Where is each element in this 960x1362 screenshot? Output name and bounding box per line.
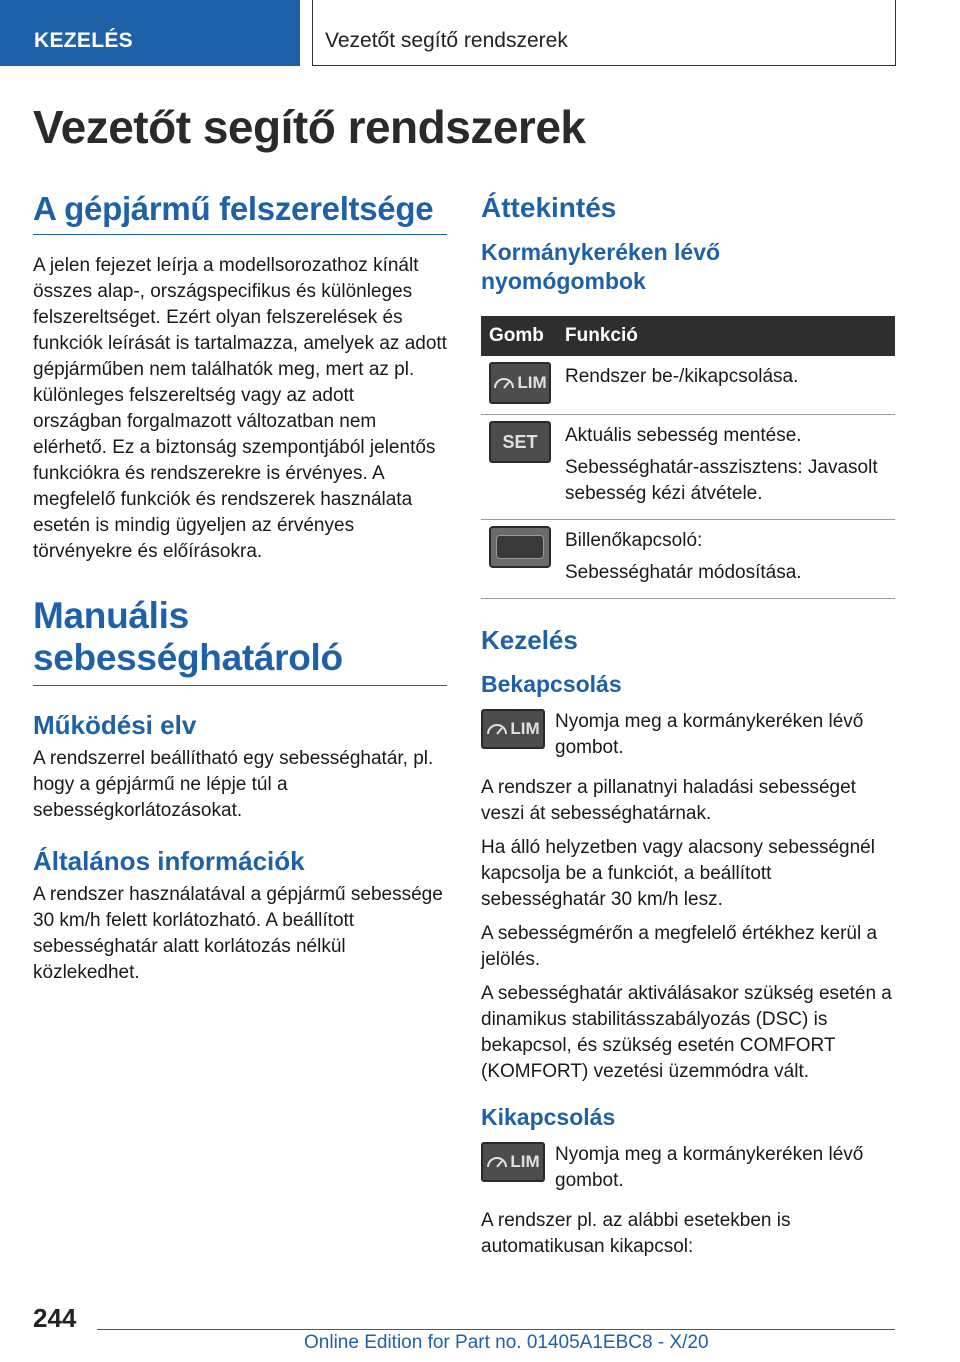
on-button-text: Nyomja meg a kormánykeréken lévő gombot. <box>555 711 864 758</box>
principle-text: A rendszerrel beállítható egy sebességhatár, pl. hogy a gépjármű ne lépje túl a sebességkorlátozásokat. <box>33 748 434 821</box>
chapter-title: Vezetőt segítő rendszerek <box>312 0 896 66</box>
operation-heading: Kezelés <box>481 625 578 655</box>
on-heading: Bekapcsolás <box>481 671 622 697</box>
page-title: Vezetőt segítő rendszerek <box>33 101 586 153</box>
off-paragraph: A rendszer pl. az alábbi esetekben is automatikusan kikapcsol: <box>481 1210 791 1257</box>
on-paragraph: A sebességmérőn a megfelelő értékhez kerül a jelölés. <box>481 923 878 970</box>
right-column <box>481 192 895 1268</box>
col-function-header: Funkció <box>557 316 895 356</box>
off-heading: Kikapcsolás <box>481 1104 616 1130</box>
table-row <box>481 356 895 415</box>
function-text: Aktuális sebesség mentése. <box>565 425 802 446</box>
overview-heading: Áttekintés <box>481 192 617 223</box>
on-paragraph: Ha álló helyzetben vagy alacsony sebességnél kapcsolja be a funkciót, a beállított sebességhatár 30 km/h lesz. <box>481 837 875 910</box>
lim-button-icon: LIM <box>481 709 545 749</box>
on-paragraph: A sebességhatár aktiválásakor szükség esetén a dinamikus stabilitásszabályozás (DSC) is bekapcsol, és szükség esetén COMFORT (KOMFORT) vezetési üzemmódra vált. <box>481 983 892 1082</box>
on-instruction <box>481 709 895 761</box>
lim-button-icon: LIM <box>481 1142 545 1182</box>
principle-heading: Működési elv <box>33 710 197 740</box>
function-text: Billenőkapcsoló: <box>565 530 703 551</box>
speed-gauge-icon <box>486 720 508 738</box>
equipment-heading: A gépjármű felszereltsége <box>33 190 447 235</box>
set-button-icon: SET <box>489 421 551 463</box>
left-column <box>33 190 447 994</box>
lim-button-icon: LIM <box>489 362 551 404</box>
off-instruction <box>481 1142 895 1194</box>
page-header <box>0 0 960 66</box>
rocker-switch-icon <box>489 526 551 568</box>
speed-gauge-icon <box>493 374 515 392</box>
off-button-text: Nyomja meg a kormánykeréken lévő gombot. <box>555 1144 864 1191</box>
table-row <box>481 415 895 520</box>
footer-divider <box>97 1329 895 1330</box>
equipment-text: A jelen fejezet leírja a modellsorozathoz kínált összes alap-, országspecifikus és különleges felszereltséget. Ezért olyan felszerelések és funkciók leírását is tartalmazza, amelyek az adott gépjárműben nem találhatók meg, mert az pl. különleges felszereltség vagy az adott országban forgalmazott változatban nem elérhető. Ez a biztonság szempontjából jelentős funkciókra és rendszerekre is érvényes. A megfelelő funkciók és rendszerek használata esetén is mindig ügyeljen az érvényes törvényekre és előírásokra. <box>33 255 447 562</box>
general-text: A rendszer használatával a gépjármű sebessége 30 km/h felett korlátozható. A beállított sebességhatár alatt korlátozás nélkül közlekedhet. <box>33 884 443 983</box>
function-text: Sebességhatár módosítása. <box>565 562 802 583</box>
table-row <box>481 520 895 599</box>
speed-gauge-icon <box>486 1153 508 1171</box>
col-button-header: Gomb <box>481 316 557 356</box>
table-header-row <box>481 316 895 356</box>
section-tab: KEZELÉS <box>0 0 300 66</box>
edition-text: Online Edition for Part no. 01405A1EBC8 - X/20 <box>304 1332 709 1353</box>
general-heading: Általános információk <box>33 846 305 876</box>
buttons-heading: Kormánykeréken lévő nyomógombok <box>481 239 721 294</box>
button-function-table <box>481 316 895 599</box>
function-text: Sebességhatár-asszisztens: Javasolt sebesség kézi átvétele. <box>565 457 878 504</box>
limiter-heading: Manuális sebességhatároló <box>33 595 447 686</box>
on-paragraph: A rendszer a pillanatnyi haladási sebességet veszi át sebességhatárnak. <box>481 777 856 824</box>
function-text: Rendszer be-/kikapcsolása. <box>565 366 799 387</box>
page-number: 244 <box>33 1303 77 1333</box>
